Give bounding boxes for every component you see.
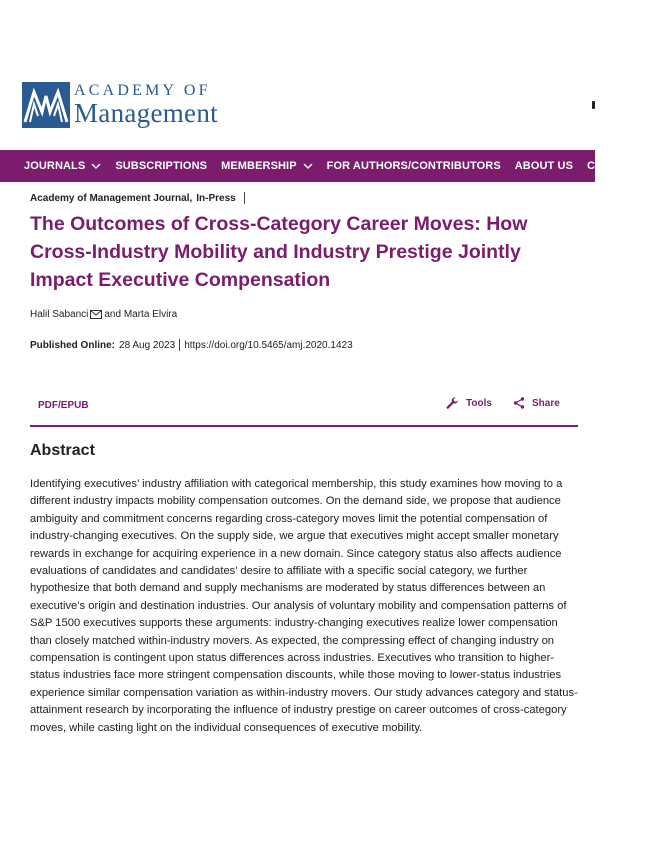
nav-contact-us[interactable] — [587, 160, 659, 172]
envelope-icon[interactable] — [90, 310, 102, 319]
breadcrumb-separator — [244, 192, 245, 204]
share-icon — [513, 397, 525, 409]
abstract-heading: Abstract — [30, 442, 95, 459]
chevron-down-icon — [303, 163, 313, 169]
author-list — [30, 309, 177, 320]
nav-label: ABOUT US — [514, 160, 574, 172]
main-nav — [0, 150, 659, 182]
publication-info — [30, 339, 353, 351]
journal-breadcrumb — [30, 192, 245, 204]
nav-label: FOR AUTHORS/CONTRIBUTORS — [326, 160, 501, 172]
journal-name-link[interactable]: Academy of Management Journal, — [30, 192, 193, 204]
published-label: Published Online: — [30, 339, 116, 351]
wrench-icon — [446, 397, 459, 410]
nav-label: JOURNALS — [24, 160, 86, 172]
share-label: Share — [532, 397, 560, 409]
nav-label: MEMBERSHIP — [221, 160, 297, 172]
pdf-epub-button[interactable]: PDF/EPUB — [38, 400, 89, 411]
academy-of-management-logo[interactable] — [22, 82, 218, 128]
nav-membership[interactable] — [221, 160, 313, 172]
share-button[interactable] — [513, 397, 560, 409]
in-press-link[interactable]: In-Press — [196, 192, 236, 204]
doi-link[interactable]: https://doi.org/10.5465/amj.2020.1423 — [184, 339, 353, 351]
tools-label: Tools — [466, 398, 492, 409]
logo-text-line2: Management — [74, 98, 218, 128]
abstract-text: Identifying executives’ industry affiliation with categorical membership, this study examines how moving to a different industry impacts mobility compensation outcomes. On the demand side, we propose that audience ambiguity and commitment concerns regarding cross-category moves limit the potential compensation of industry-changing executives. On the supply side, we argue that executives might accept smaller monetary rewards in exchange for acquiring experience in a new domain. Since category status also affects audience evaluations of candidates and candidates’ desire to affiliate with a specific social category, we further hypothesize that both demand and supply mechanisms are moderated by status differences between an executive’s origin and destination industries. Our analysis of voluntary mobility and compensation patterns of S&P 1500 executives supports these arguments: industry-changing executives realize lower compensation than closely matched within-industry movers. As expected, the compressing effect of changing industry on compensation is contingent upon status differences across industries. Executives who transition to higher-status industries face more stringent compensation discounts, while those moving to lower-status industries experience similar compensation variation as within-industry movers. Our study advances category and status-attainment research by incorporating the influence of industry prestige on career outcomes of cross-category moves, while casting light on the individual consequences of executive mobility. — [30, 478, 578, 734]
aom-mountain-logo-icon — [22, 82, 70, 128]
chevron-down-icon — [91, 163, 101, 169]
edge-marker — [592, 101, 595, 109]
author-connector-text[interactable]: and Marta Elvira — [104, 309, 178, 320]
nav-for-authors[interactable] — [327, 160, 501, 172]
nav-journals[interactable] — [24, 160, 101, 172]
nav-label: CONTACT US — [587, 160, 659, 172]
published-date: 28 Aug 2023 — [119, 339, 176, 351]
nav-about-us[interactable] — [515, 160, 573, 172]
author-link[interactable]: Halil Sabanci — [30, 309, 89, 320]
tools-button[interactable] — [446, 397, 492, 410]
info-separator — [179, 339, 180, 351]
article-title: The Outcomes of Cross-Category Career Moves: How Cross-Industry Mobility and Industry Prestige Jointly Impact Executive Compensation — [30, 213, 528, 291]
logo-text-line1: ACADEMY OF — [74, 82, 211, 99]
nav-label: SUBSCRIPTIONS — [115, 160, 208, 172]
article-action-bar — [30, 395, 578, 427]
nav-subscriptions[interactable] — [115, 160, 207, 172]
